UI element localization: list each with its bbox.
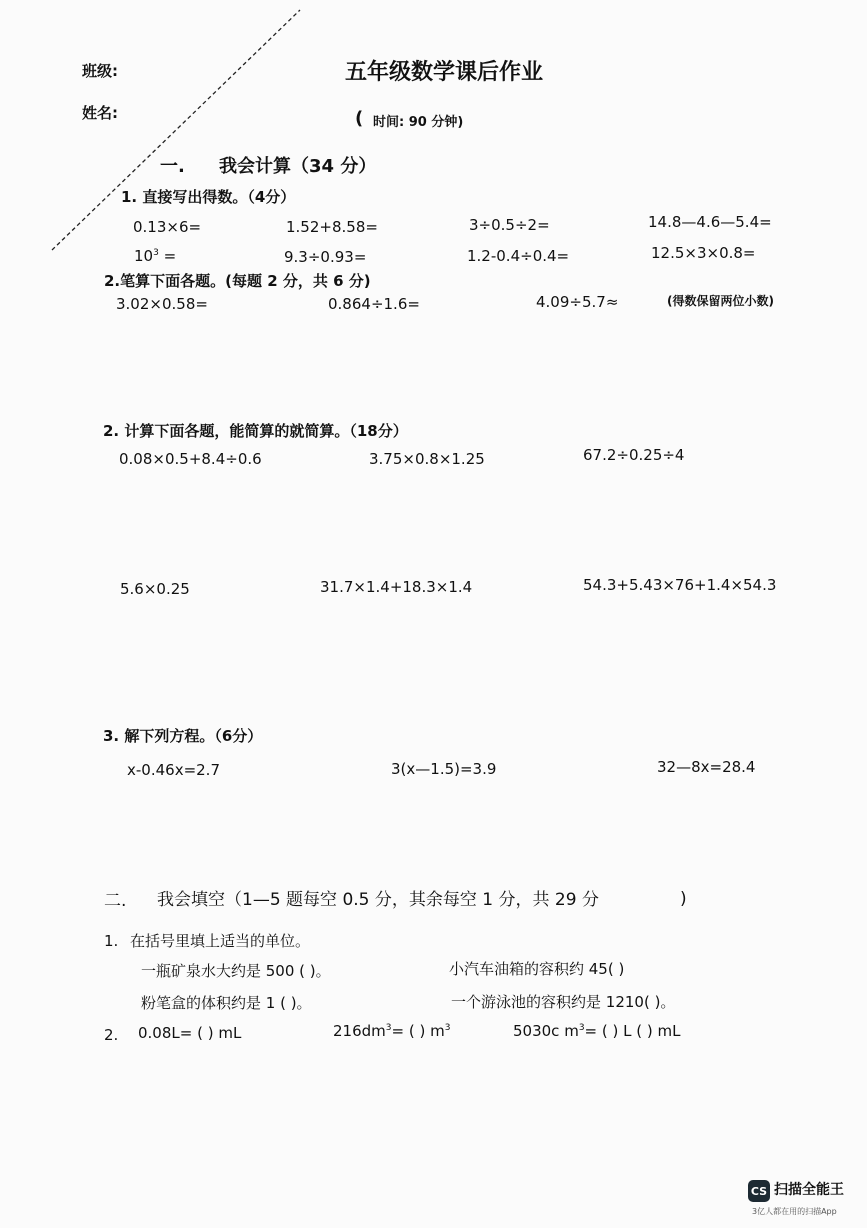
q2-rounding-note: (得数保留两位小数) bbox=[667, 294, 774, 308]
s2-q2-item: 0.08L= ( ) mL bbox=[138, 1024, 242, 1042]
name-label: 姓名: bbox=[82, 104, 118, 122]
q4-item: 32—8x=28.4 bbox=[657, 758, 756, 776]
q1-item: 0.13×6= bbox=[133, 218, 202, 236]
q1-item: 3÷0.5÷2= bbox=[469, 216, 550, 234]
s2-q2-item: $216dm^3=$ ( ) $m^3$ bbox=[333, 1022, 451, 1040]
s2-q2-item: 5030c $m^3=$ ( ) L ( ) mL bbox=[513, 1022, 681, 1040]
q1-item-power: $10^3$ = bbox=[134, 247, 177, 265]
q2-item: 3.02×0.58= bbox=[116, 295, 208, 313]
section2-heading: 我会填空（1—5 题每空 0.5 分，其余每空 1 分，共 29 分 bbox=[157, 890, 599, 910]
q3-item: 5.6×0.25 bbox=[120, 580, 190, 598]
q1-label: 1. 直接写出得数。（4分） bbox=[121, 188, 296, 206]
q3-label: 2. 计算下面各题，能简算的就简算。（18分） bbox=[103, 422, 408, 440]
section1-number: 一. bbox=[160, 156, 185, 177]
camscanner-logo-icon: CS bbox=[748, 1180, 770, 1202]
q2-label: 2.笔算下面各题。(每题 2 分，共 6 分) bbox=[104, 272, 371, 290]
s2-q1-label: 在括号里填上适当的单位。 bbox=[130, 932, 311, 950]
s2-q1-item: 一个游泳池的容积约是 1210( )。 bbox=[451, 993, 676, 1011]
q4-item: x-0.46x=2.7 bbox=[127, 761, 220, 779]
q3-item: 0.08×0.5+8.4÷0.6 bbox=[119, 450, 262, 468]
s2-q1-item: 小汽车油箱的容积约 45( ) bbox=[449, 960, 625, 978]
q4-item: 3(x—1.5)=3.9 bbox=[391, 760, 497, 778]
q1-item: 12.5×3×0.8= bbox=[651, 244, 756, 262]
class-label: 班级: bbox=[82, 62, 118, 80]
q4-label: 3. 解下列方程。（6分） bbox=[103, 727, 263, 745]
time-paren: ( bbox=[355, 108, 364, 129]
s2-q1-item: 一瓶矿泉水大约是 500 ( )。 bbox=[141, 962, 331, 980]
watermark-tagline: 3亿人都在用的扫描App bbox=[752, 1207, 837, 1216]
q1-item: 9.3÷0.93= bbox=[284, 248, 367, 266]
q1-item: 1.2-0.4÷0.4= bbox=[467, 247, 570, 265]
section2-heading-close: ) bbox=[680, 889, 687, 909]
q2-item: 0.864÷1.6= bbox=[328, 295, 420, 313]
q3-item: 3.75×0.8×1.25 bbox=[369, 450, 485, 468]
exam-time: 时间: 90 分钟) bbox=[373, 115, 464, 130]
page-title: 五年级数学课后作业 bbox=[345, 60, 544, 85]
watermark-app-name: 扫描全能王 bbox=[774, 1182, 844, 1198]
section1-heading: 我会计算（34 分） bbox=[219, 156, 377, 177]
q3-item: 54.3+5.43×76+1.4×54.3 bbox=[583, 576, 777, 594]
q1-item: 14.8—4.6—5.4= bbox=[648, 213, 772, 231]
q1-item: 1.52+8.58= bbox=[286, 218, 378, 236]
s2-q1-item: 粉笔盒的体积约是 1 ( )。 bbox=[141, 994, 312, 1012]
q3-item: 67.2÷0.25÷4 bbox=[583, 446, 685, 464]
q2-item: 4.09÷5.7≈ bbox=[536, 293, 619, 311]
q3-item: 31.7×1.4+18.3×1.4 bbox=[320, 578, 473, 596]
s2-q2-number: 2. bbox=[104, 1026, 119, 1044]
s2-q1-number: 1. bbox=[104, 932, 119, 950]
section2-number: 二. bbox=[104, 891, 127, 911]
